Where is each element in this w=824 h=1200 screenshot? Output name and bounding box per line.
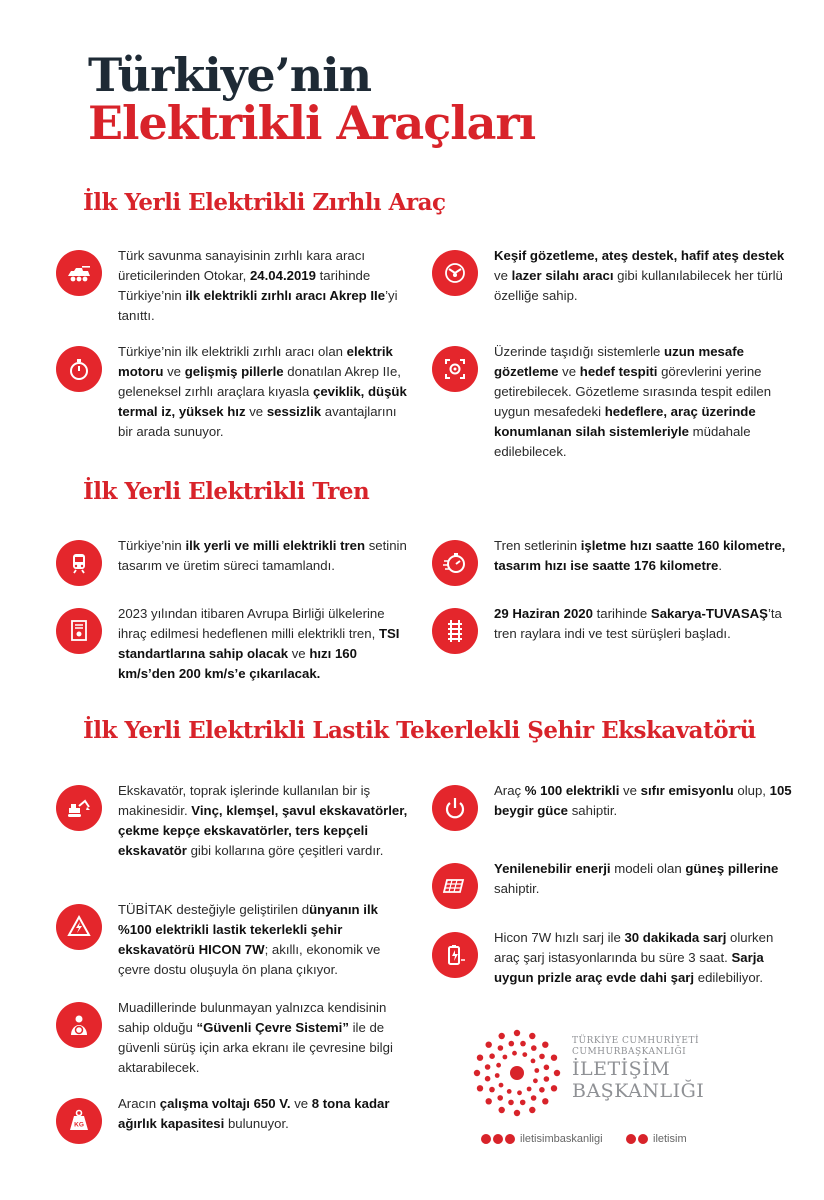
- logo-star: [489, 1053, 495, 1059]
- high-voltage-icon: [56, 904, 102, 950]
- item-text: 2023 yılından itibaren Avrupa Birliği ülkelerine ihraç edilmesi hedeflenen milli elektrikli tren, TSI standartlarına sahip olacak ve hızı 160 km/s’den 200 km/s’e çıkarılacak.: [118, 606, 400, 681]
- logo-star: [551, 1055, 557, 1061]
- armored-vehicle-icon: [56, 250, 102, 296]
- logo-star: [551, 1085, 557, 1091]
- social-handle-text-2[interactable]: iletisim: [653, 1133, 687, 1145]
- power-icon: [432, 785, 478, 831]
- item-text: Türkiye’nin ilk yerli ve milli elektrikli tren setinin tasarım ve üretim süreci tamamlandı.: [118, 538, 407, 573]
- social-handle-1[interactable]: [481, 1133, 603, 1145]
- item-text: TÜBİTAK desteğiyle geliştirilen dünyanın ilk %100 elektrikli lastik tekerlekli şehir ekskavatörü HICON 7W; akıllı, ekonomik ve çevre dostu oluşuyla ön plana çıkıyor.: [118, 902, 381, 977]
- rail-track-icon: [432, 608, 478, 654]
- logo-star: [554, 1070, 560, 1076]
- list-item: [432, 928, 794, 988]
- twitter-icon[interactable]: [626, 1134, 636, 1144]
- item-text: Türk savunma sanayisinin zırhlı kara aracı üreticilerinden Otokar, 24.04.2019 tarihinde Türkiye’nin ilk elektrikli zırhlı aracı Akrep IIe’yi tanıttı.: [118, 248, 398, 323]
- list-item: [432, 781, 794, 831]
- list-item: [432, 246, 794, 306]
- logo-star: [485, 1064, 491, 1070]
- logo-star: [539, 1087, 545, 1093]
- logo-star: [486, 1098, 492, 1104]
- item-text: Türkiye’nin ilk elektrikli zırhlı aracı olan elektrik motoru ve gelişmiş pillerle donatılan Akrep IIe, geleneksel zırhlı araçlara kıyasla çeviklik, düşük termal iz, yüksek hız ve sessizlik avantajlarını bir arada sunuyor.: [118, 344, 407, 439]
- weight-icon-label: KG: [74, 1121, 84, 1129]
- logo-star: [486, 1042, 492, 1048]
- logo-star: [527, 1087, 532, 1092]
- logo-star: [534, 1068, 539, 1073]
- logo-star: [522, 1052, 527, 1057]
- train-icon: [56, 540, 102, 586]
- logo-star: [529, 1107, 535, 1113]
- logo-star: [474, 1070, 480, 1076]
- logo-star: [495, 1073, 500, 1078]
- title-line-1: Türkiye’nin: [88, 48, 372, 102]
- excavator-icon: [56, 785, 102, 831]
- logo-star: [496, 1063, 501, 1068]
- logo-star: [497, 1095, 503, 1101]
- presidency-logo: [472, 1028, 562, 1118]
- logo-star: [542, 1098, 548, 1104]
- logo-star: [514, 1110, 520, 1116]
- logo-star: [509, 1041, 515, 1047]
- logo-star: [499, 1083, 504, 1088]
- logo-star: [477, 1085, 483, 1091]
- item-text: Hicon 7W hızlı sarj ile 30 dakikada sarj olurken araç şarj istasyonlarında bu süre 3 saat. Sarja uygun prizle araç evde dahi şarj edilebiliyor.: [494, 930, 774, 985]
- weight-kg-icon: [56, 1098, 102, 1144]
- driver-safety-icon: [56, 1002, 102, 1048]
- battery-charging-icon: [432, 932, 478, 978]
- list-item: [432, 536, 794, 586]
- logo-star: [499, 1033, 505, 1039]
- logo-star: [544, 1065, 550, 1071]
- logo-star: [507, 1089, 512, 1094]
- logo-star: [533, 1078, 538, 1083]
- certificate-icon: [56, 608, 102, 654]
- item-text: Muadillerinde bulunmayan yalnızca kendisinin sahip olduğu “Güvenli Çevre Sistemi” ile de güvenli sürüş için arka ekranı ile çevresine bilgi aktarabilecek.: [118, 1000, 393, 1075]
- youtube-icon[interactable]: [493, 1134, 503, 1144]
- section-heading-armored: İlk Yerli Elektrikli Zırhlı Araç: [83, 189, 446, 216]
- logo-star: [531, 1059, 536, 1064]
- item-text: Araç % 100 elektrikli ve sıfır emisyonlu olup, 105 beygir güce sahiptir.: [494, 783, 792, 818]
- item-text: Aracın çalışma voltajı 650 V. ve 8 tona kadar ağırlık kapasitesi bulunuyor.: [118, 1096, 390, 1131]
- list-item: [432, 859, 794, 909]
- crosshair-icon: [432, 346, 478, 392]
- org-line-1: TÜRKİYE CUMHURİYETİ: [572, 1036, 700, 1046]
- title-line-2: Elektrikli Araçları: [88, 96, 536, 150]
- facebook-icon[interactable]: [481, 1134, 491, 1144]
- org-line-4: BAŞKANLIĞI: [572, 1080, 705, 1102]
- logo-star: [489, 1087, 495, 1093]
- item-text: Tren setlerinin işletme hızı saatte 160 kilometre, tasarım hızı ise saatte 176 kilometre.: [494, 538, 786, 573]
- instagram-icon[interactable]: [638, 1134, 648, 1144]
- logo-star: [520, 1041, 526, 1047]
- list-item: [56, 1094, 408, 1144]
- section-heading-train: İlk Yerli Elektrikli Tren: [83, 478, 370, 505]
- logo-star: [544, 1076, 550, 1082]
- item-text: 29 Haziran 2020 tarihinde Sakarya-TUVASAŞ’ta tren raylara indi ve test sürüşleri başladı.: [494, 606, 782, 641]
- item-text: Keşif gözetleme, ateş destek, hafif ateş destek ve lazer silahı aracı gibi kullanılabilecek her türlü özelliğe sahip.: [494, 248, 785, 303]
- logo-star: [531, 1045, 537, 1051]
- speed-stopwatch-icon: [432, 540, 478, 586]
- solar-panel-icon: [432, 863, 478, 909]
- logo-star: [542, 1042, 548, 1048]
- list-item: [432, 604, 794, 654]
- logo-star: [531, 1095, 537, 1101]
- target-radar-icon: [432, 250, 478, 296]
- logo-star: [508, 1100, 514, 1106]
- logo-star: [514, 1030, 520, 1036]
- org-name: [572, 1036, 704, 1102]
- social-handle-2[interactable]: [626, 1133, 687, 1145]
- logo-center: [510, 1066, 524, 1080]
- logo-star: [520, 1100, 526, 1106]
- list-item: [56, 781, 408, 861]
- logo-star: [512, 1051, 517, 1056]
- social-handle-text-1[interactable]: iletisimbaskanligi: [520, 1133, 603, 1145]
- org-line-3: İLETİŞİM: [572, 1058, 671, 1080]
- item-text: Üzerinde taşıdığı sistemlerle uzun mesafe gözetleme ve hedef tespiti görevlerini yerine getirebilecek. Gözetleme sırasında tespit edilen uygun mesafedeki hedeflere, araç üzerinde konumlanan silah sistemleriyle müdahale edilebilecek.: [494, 344, 772, 459]
- list-item: [56, 604, 408, 684]
- logo-star: [477, 1055, 483, 1061]
- logo-star: [498, 1045, 504, 1051]
- list-item: [56, 342, 408, 442]
- list-item: [56, 536, 408, 586]
- logo-star: [485, 1076, 491, 1082]
- list-item: [432, 342, 794, 462]
- org-line-2: CUMHURBAŞKANLIĞI: [572, 1047, 687, 1057]
- logo-star: [529, 1033, 535, 1039]
- item-text: Ekskavatör, toprak işlerinde kullanılan bir iş makinesidir. Vinç, klemşel, şavul ekskavatörler, çekme kepçe ekskavatörler, ters kepçeli ekskavatör gibi kollarına göre çeşitleri vardır.: [118, 783, 408, 858]
- list-item: [56, 246, 408, 326]
- linkedin-icon[interactable]: [505, 1134, 515, 1144]
- list-item: [56, 900, 408, 980]
- logo-star: [517, 1090, 522, 1095]
- list-item: [56, 998, 408, 1078]
- stopwatch-icon: [56, 346, 102, 392]
- item-text: Yenilenebilir enerji modeli olan güneş pillerine sahiptir.: [494, 861, 779, 896]
- section-heading-excavator: İlk Yerli Elektrikli Lastik Tekerlekli Şehir Ekskavatörü: [83, 717, 756, 744]
- logo-star: [539, 1054, 545, 1060]
- logo-star: [499, 1107, 505, 1113]
- logo-star: [503, 1055, 508, 1060]
